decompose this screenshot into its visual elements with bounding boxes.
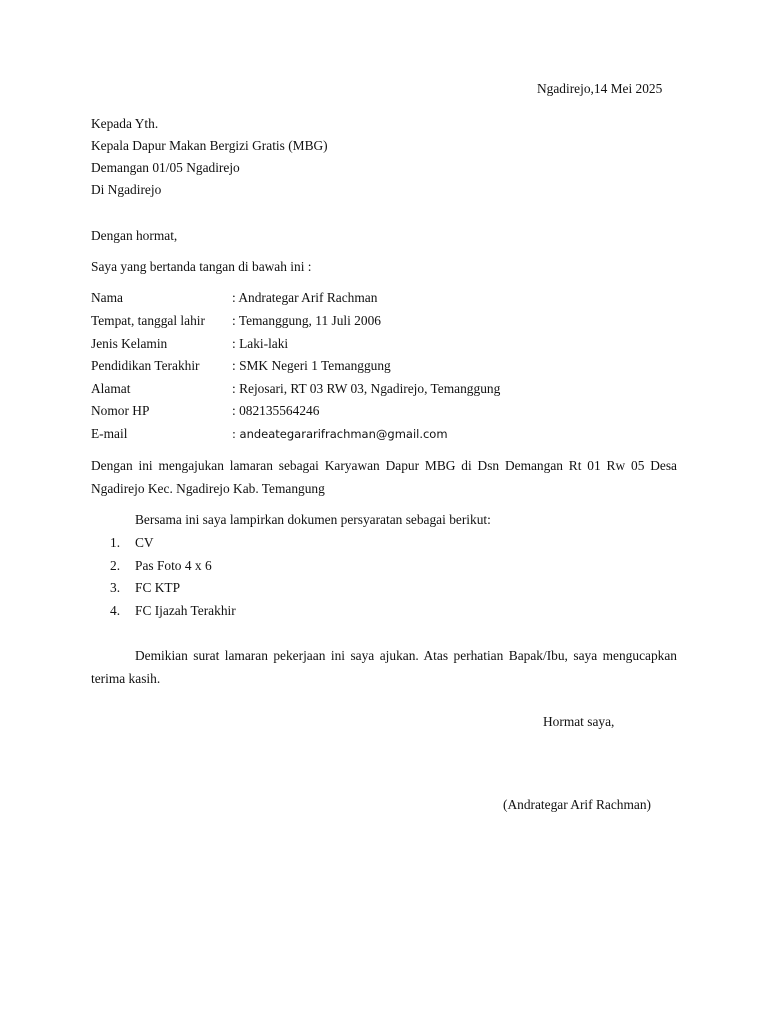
greeting: Dengan hormat,	[91, 228, 178, 243]
field-value-education: : SMK Negeri 1 Temanggung	[232, 358, 391, 373]
attachments-intro: Bersama ini saya lampirkan dokumen persyaratan sebagai berikut:	[135, 512, 491, 527]
list-item	[110, 535, 154, 551]
field-label-email: E-mail	[91, 426, 128, 441]
list-item	[110, 580, 180, 596]
field-label-birth: Tempat, tanggal lahir	[91, 313, 205, 328]
field-value-gender: : Laki-laki	[232, 336, 289, 351]
recipient-line-3: Demangan 01/05 Ngadirejo	[91, 160, 240, 175]
date-line: Ngadirejo,14 Mei 2025	[537, 81, 663, 96]
field-label-name: Nama	[91, 290, 123, 305]
signoff: Hormat saya,	[543, 714, 615, 729]
list-number: 2.	[110, 558, 121, 573]
field-value-birth: : Temanggung, 11 Juli 2006	[232, 313, 381, 328]
list-text: FC Ijazah Terakhir	[135, 603, 236, 618]
list-number: 1.	[110, 535, 121, 550]
field-label-address: Alamat	[91, 381, 131, 396]
field-value-address: : Rejosari, RT 03 RW 03, Ngadirejo, Temanggung	[232, 381, 501, 396]
application-paragraph: Dengan ini mengajukan lamaran sebagai Karyawan Dapur MBG di Dsn Demangan Rt 01 Rw 05 Desa Ngadirejo Kec. Ngadirejo Kab. Temangung	[91, 458, 677, 496]
field-value-name: : Andrategar Arif Rachman	[232, 290, 378, 305]
list-item	[110, 558, 212, 574]
recipient-line-1: Kepada Yth.	[91, 116, 159, 131]
closing-paragraph: Demikian surat lamaran pekerjaan ini saya ajukan. Atas perhatian Bapak/Ibu, saya mengucapkan terima kasih.	[91, 648, 677, 686]
field-value-phone: : 082135564246	[232, 403, 320, 418]
list-text: Pas Foto 4 x 6	[135, 558, 212, 573]
intro-line: Saya yang bertanda tangan di bawah ini :	[91, 259, 312, 274]
field-label-phone: Nomor HP	[91, 403, 150, 418]
field-value-email: : andeategararifrachman@gmail.com	[232, 427, 448, 441]
list-item	[110, 603, 236, 619]
recipient-line-2: Kepala Dapur Makan Bergizi Gratis (MBG)	[91, 138, 328, 153]
list-number: 3.	[110, 580, 121, 595]
field-label-gender: Jenis Kelamin	[91, 336, 168, 351]
list-text: CV	[135, 535, 154, 550]
list-number: 4.	[110, 603, 121, 618]
list-text: FC KTP	[135, 580, 181, 595]
recipient-line-4: Di Ngadirejo	[91, 182, 162, 197]
field-label-education: Pendidikan Terakhir	[91, 358, 200, 373]
signature-name: (Andrategar Arif Rachman)	[503, 797, 651, 812]
